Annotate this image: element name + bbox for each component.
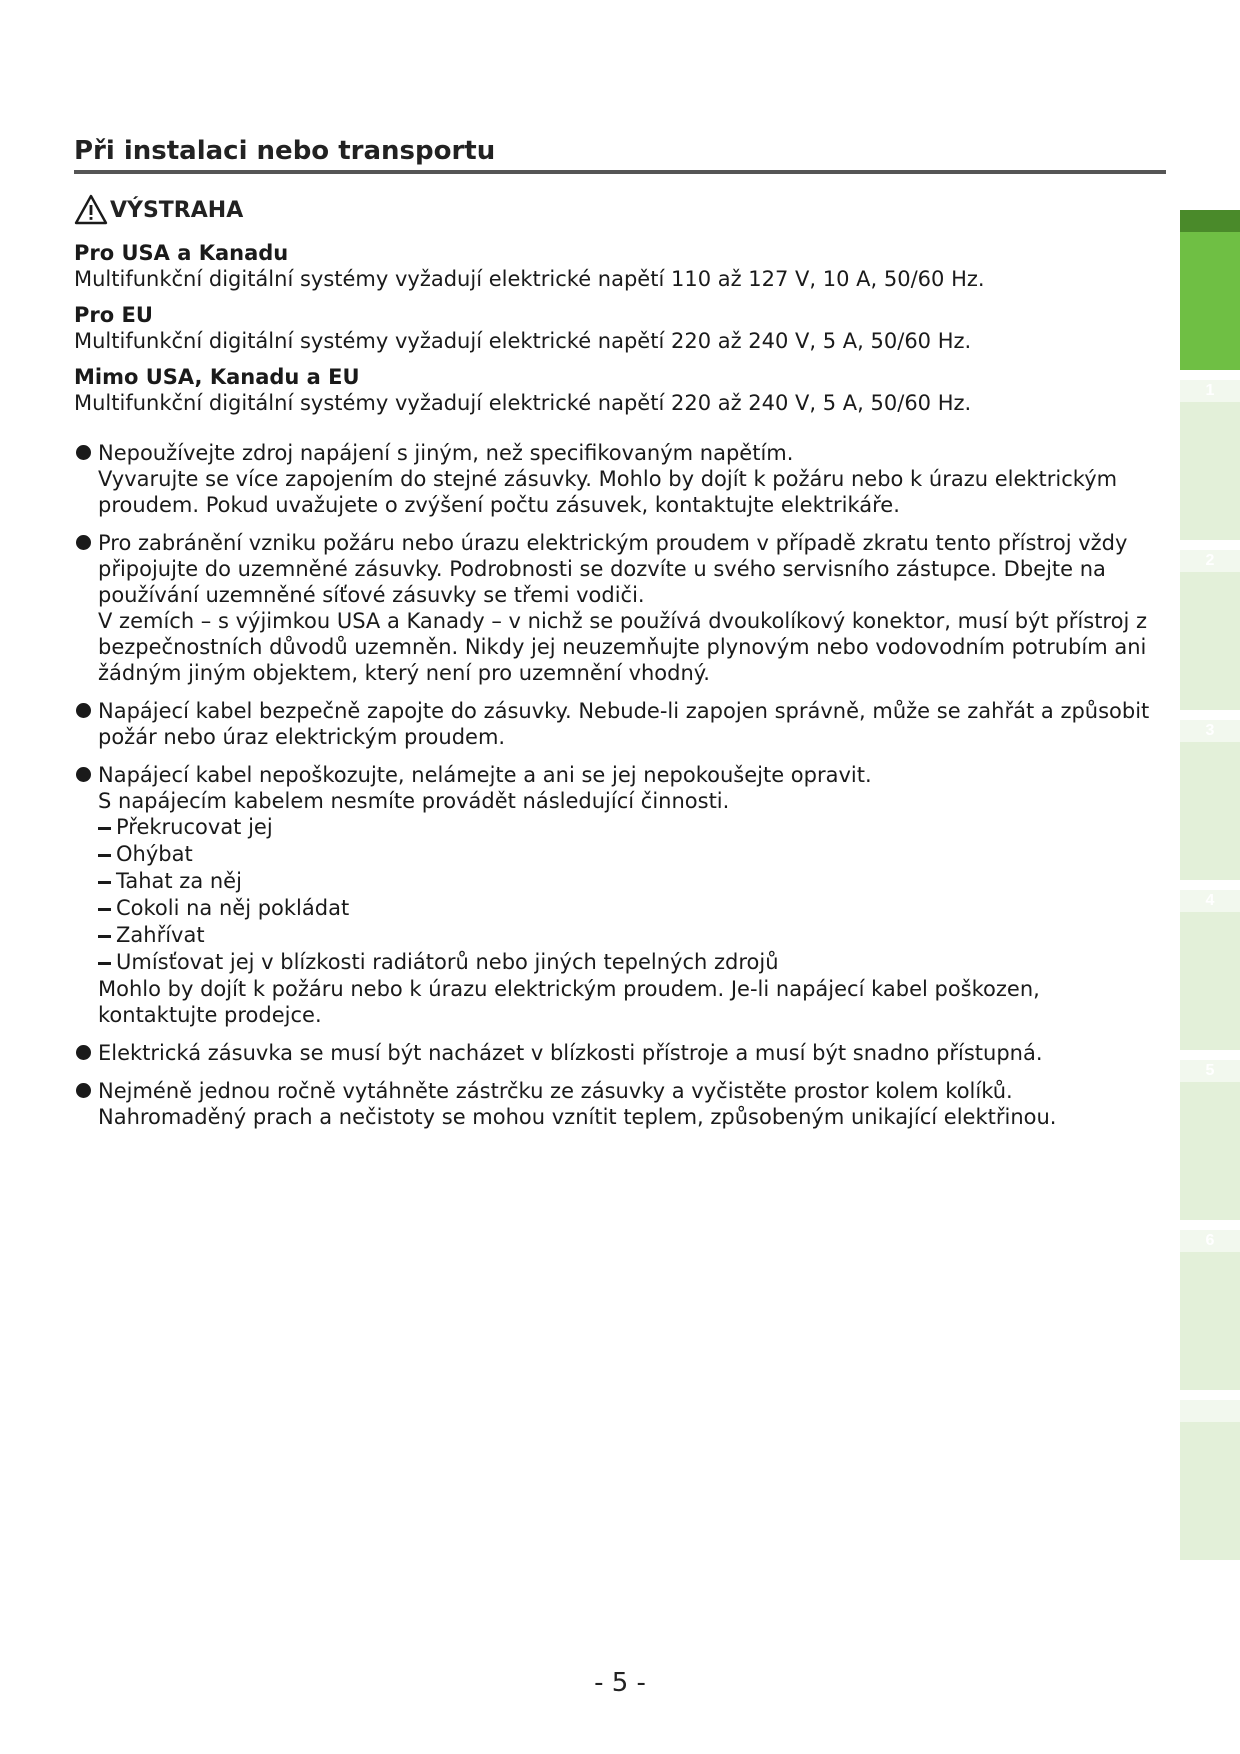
bullet-item bbox=[74, 762, 1164, 1028]
bullet-dot-icon bbox=[76, 445, 91, 460]
dash-item bbox=[98, 814, 1164, 841]
chapter-tab-4[interactable] bbox=[1180, 890, 1240, 1050]
bullet-item bbox=[74, 698, 1164, 750]
chapter-tab-7[interactable] bbox=[1180, 1400, 1240, 1560]
bullet-dot-icon bbox=[76, 535, 91, 550]
warning-triangle-icon bbox=[74, 194, 108, 226]
region-heading: Pro USA a Kanadu bbox=[74, 241, 289, 265]
dash-item-text: Cokoli na něj pokládat bbox=[116, 896, 350, 920]
region-block bbox=[74, 302, 1164, 354]
warning-content bbox=[74, 240, 1164, 1142]
dash-item bbox=[98, 895, 1164, 922]
page-number: - 5 - bbox=[594, 1668, 646, 1698]
chapter-tab-2[interactable] bbox=[1180, 550, 1240, 710]
region-heading: Mimo USA, Kanadu a EU bbox=[74, 365, 360, 389]
chapter-tab-number: 5 bbox=[1205, 1062, 1215, 1079]
dash-item-text: Umísťovat jej v blízkosti radiátorů nebo jiných tepelných zdrojů bbox=[116, 950, 779, 974]
chapter-tab-1[interactable] bbox=[1180, 380, 1240, 540]
dash-item-text: Zahřívat bbox=[116, 923, 205, 947]
bullet-text: Nejméně jednou ročně vytáhněte zástrčku ze zásuvky a vyčistěte prostor kolem kolíků. bbox=[98, 1079, 1013, 1103]
dash-item-text: Tahat za něj bbox=[116, 869, 242, 893]
dash-item-text: Ohýbat bbox=[116, 842, 193, 866]
warning-bullet-list bbox=[74, 440, 1164, 1130]
bullet-text: Nepoužívejte zdroj napájení s jiným, než specifikovaným napětím. bbox=[98, 441, 794, 465]
dash-item bbox=[98, 841, 1164, 868]
bullet-text: Pro zabránění vzniku požáru nebo úrazu elektrickým proudem v případě zkratu tento přístroj vždy připojujte do uzemněné zásuvky. Podrobnosti se dozvíte u svého servisního zástupce. Dbejte na používání uzemněné síťové zásuvky se třemi vodiči. bbox=[98, 531, 1128, 607]
section-title: Při instalaci nebo transportu bbox=[74, 136, 496, 166]
title-divider bbox=[74, 170, 1166, 174]
bullet-dot-icon bbox=[76, 767, 91, 782]
bullet-text: S napájecím kabelem nesmíte provádět následující činnosti. bbox=[98, 789, 730, 813]
dash-icon bbox=[98, 881, 111, 884]
region-block bbox=[74, 364, 1164, 416]
dash-icon bbox=[98, 908, 111, 911]
dash-icon bbox=[98, 854, 111, 857]
dash-item-text: Překrucovat jej bbox=[116, 815, 273, 839]
region-text: Multifunkční digitální systémy vyžadují elektrické napětí 110 až 127 V, 10 A, 50/60 Hz. bbox=[74, 267, 985, 291]
bullet-text: Nahromaděný prach a nečistoty se mohou vznítit teplem, způsobeným unikající elektřinou. bbox=[98, 1105, 1057, 1129]
bullet-dot-icon bbox=[76, 703, 91, 718]
dash-item bbox=[98, 868, 1164, 895]
chapter-tab-6[interactable] bbox=[1180, 1230, 1240, 1390]
chapter-tab-number: 2 bbox=[1205, 552, 1215, 569]
dash-icon bbox=[98, 935, 111, 938]
chapter-tab-number: 3 bbox=[1205, 722, 1215, 739]
chapter-tab-number: 1 bbox=[1205, 382, 1215, 399]
region-block bbox=[74, 240, 1164, 292]
chapter-tab-number: 4 bbox=[1205, 892, 1215, 909]
dash-icon bbox=[98, 962, 111, 965]
region-heading: Pro EU bbox=[74, 303, 153, 327]
bullet-text: V zemích – s výjimkou USA a Kanady – v nichž se používá dvoukolíkový konektor, musí být přístroj z bezpečnostních důvodů uzemněn. Nikdy jej neuzemňujte plynovým nebo vodovodním potrubím ani žádným jiným objektem, který není pro uzemnění vhodný. bbox=[98, 609, 1147, 685]
bullet-dot-icon bbox=[76, 1083, 91, 1098]
dash-item bbox=[98, 922, 1164, 949]
dash-item bbox=[98, 949, 1164, 976]
region-text: Multifunkční digitální systémy vyžadují elektrické napětí 220 až 240 V, 5 A, 50/60 Hz. bbox=[74, 391, 972, 415]
bullet-text: Napájecí kabel nepoškozujte, nelámejte a ani se jej nepokoušejte opravit. bbox=[98, 763, 872, 787]
chapter-tab-5[interactable] bbox=[1180, 1060, 1240, 1220]
bullet-text: Elektrická zásuvka se musí být nacházet v blízkosti přístroje a musí být snadno přístupná. bbox=[98, 1041, 1043, 1065]
warning-header bbox=[74, 194, 243, 226]
bullet-item bbox=[74, 530, 1164, 686]
bullet-item bbox=[74, 440, 1164, 518]
region-text: Multifunkční digitální systémy vyžadují elektrické napětí 220 až 240 V, 5 A, 50/60 Hz. bbox=[74, 329, 972, 353]
bullet-text: Napájecí kabel bezpečně zapojte do zásuvky. Nebude-li zapojen správně, může se zahřát a způsobit požár nebo úraz elektrickým proudem. bbox=[98, 699, 1150, 749]
chapter-tab-number: 6 bbox=[1205, 1232, 1215, 1249]
warning-label: VÝSTRAHA bbox=[110, 197, 244, 223]
bullet-item bbox=[74, 1078, 1164, 1130]
chapter-tab-active[interactable] bbox=[1180, 210, 1240, 370]
bullet-item bbox=[74, 1040, 1164, 1066]
bullet-text: Vyvarujte se více zapojením do stejné zásuvky. Mohlo by dojít k požáru nebo k úrazu elektrickým proudem. Pokud uvažujete o zvýšení počtu zásuvek, kontaktujte elektrikáře. bbox=[98, 467, 1118, 517]
bullet-text: Mohlo by dojít k požáru nebo k úrazu elektrickým proudem. Je-li napájecí kabel poškozen, kontaktujte prodejce. bbox=[98, 977, 1040, 1027]
chapter-tab-3[interactable] bbox=[1180, 720, 1240, 880]
dash-icon bbox=[98, 827, 111, 830]
dash-list bbox=[98, 814, 1164, 976]
bullet-dot-icon bbox=[76, 1045, 91, 1060]
